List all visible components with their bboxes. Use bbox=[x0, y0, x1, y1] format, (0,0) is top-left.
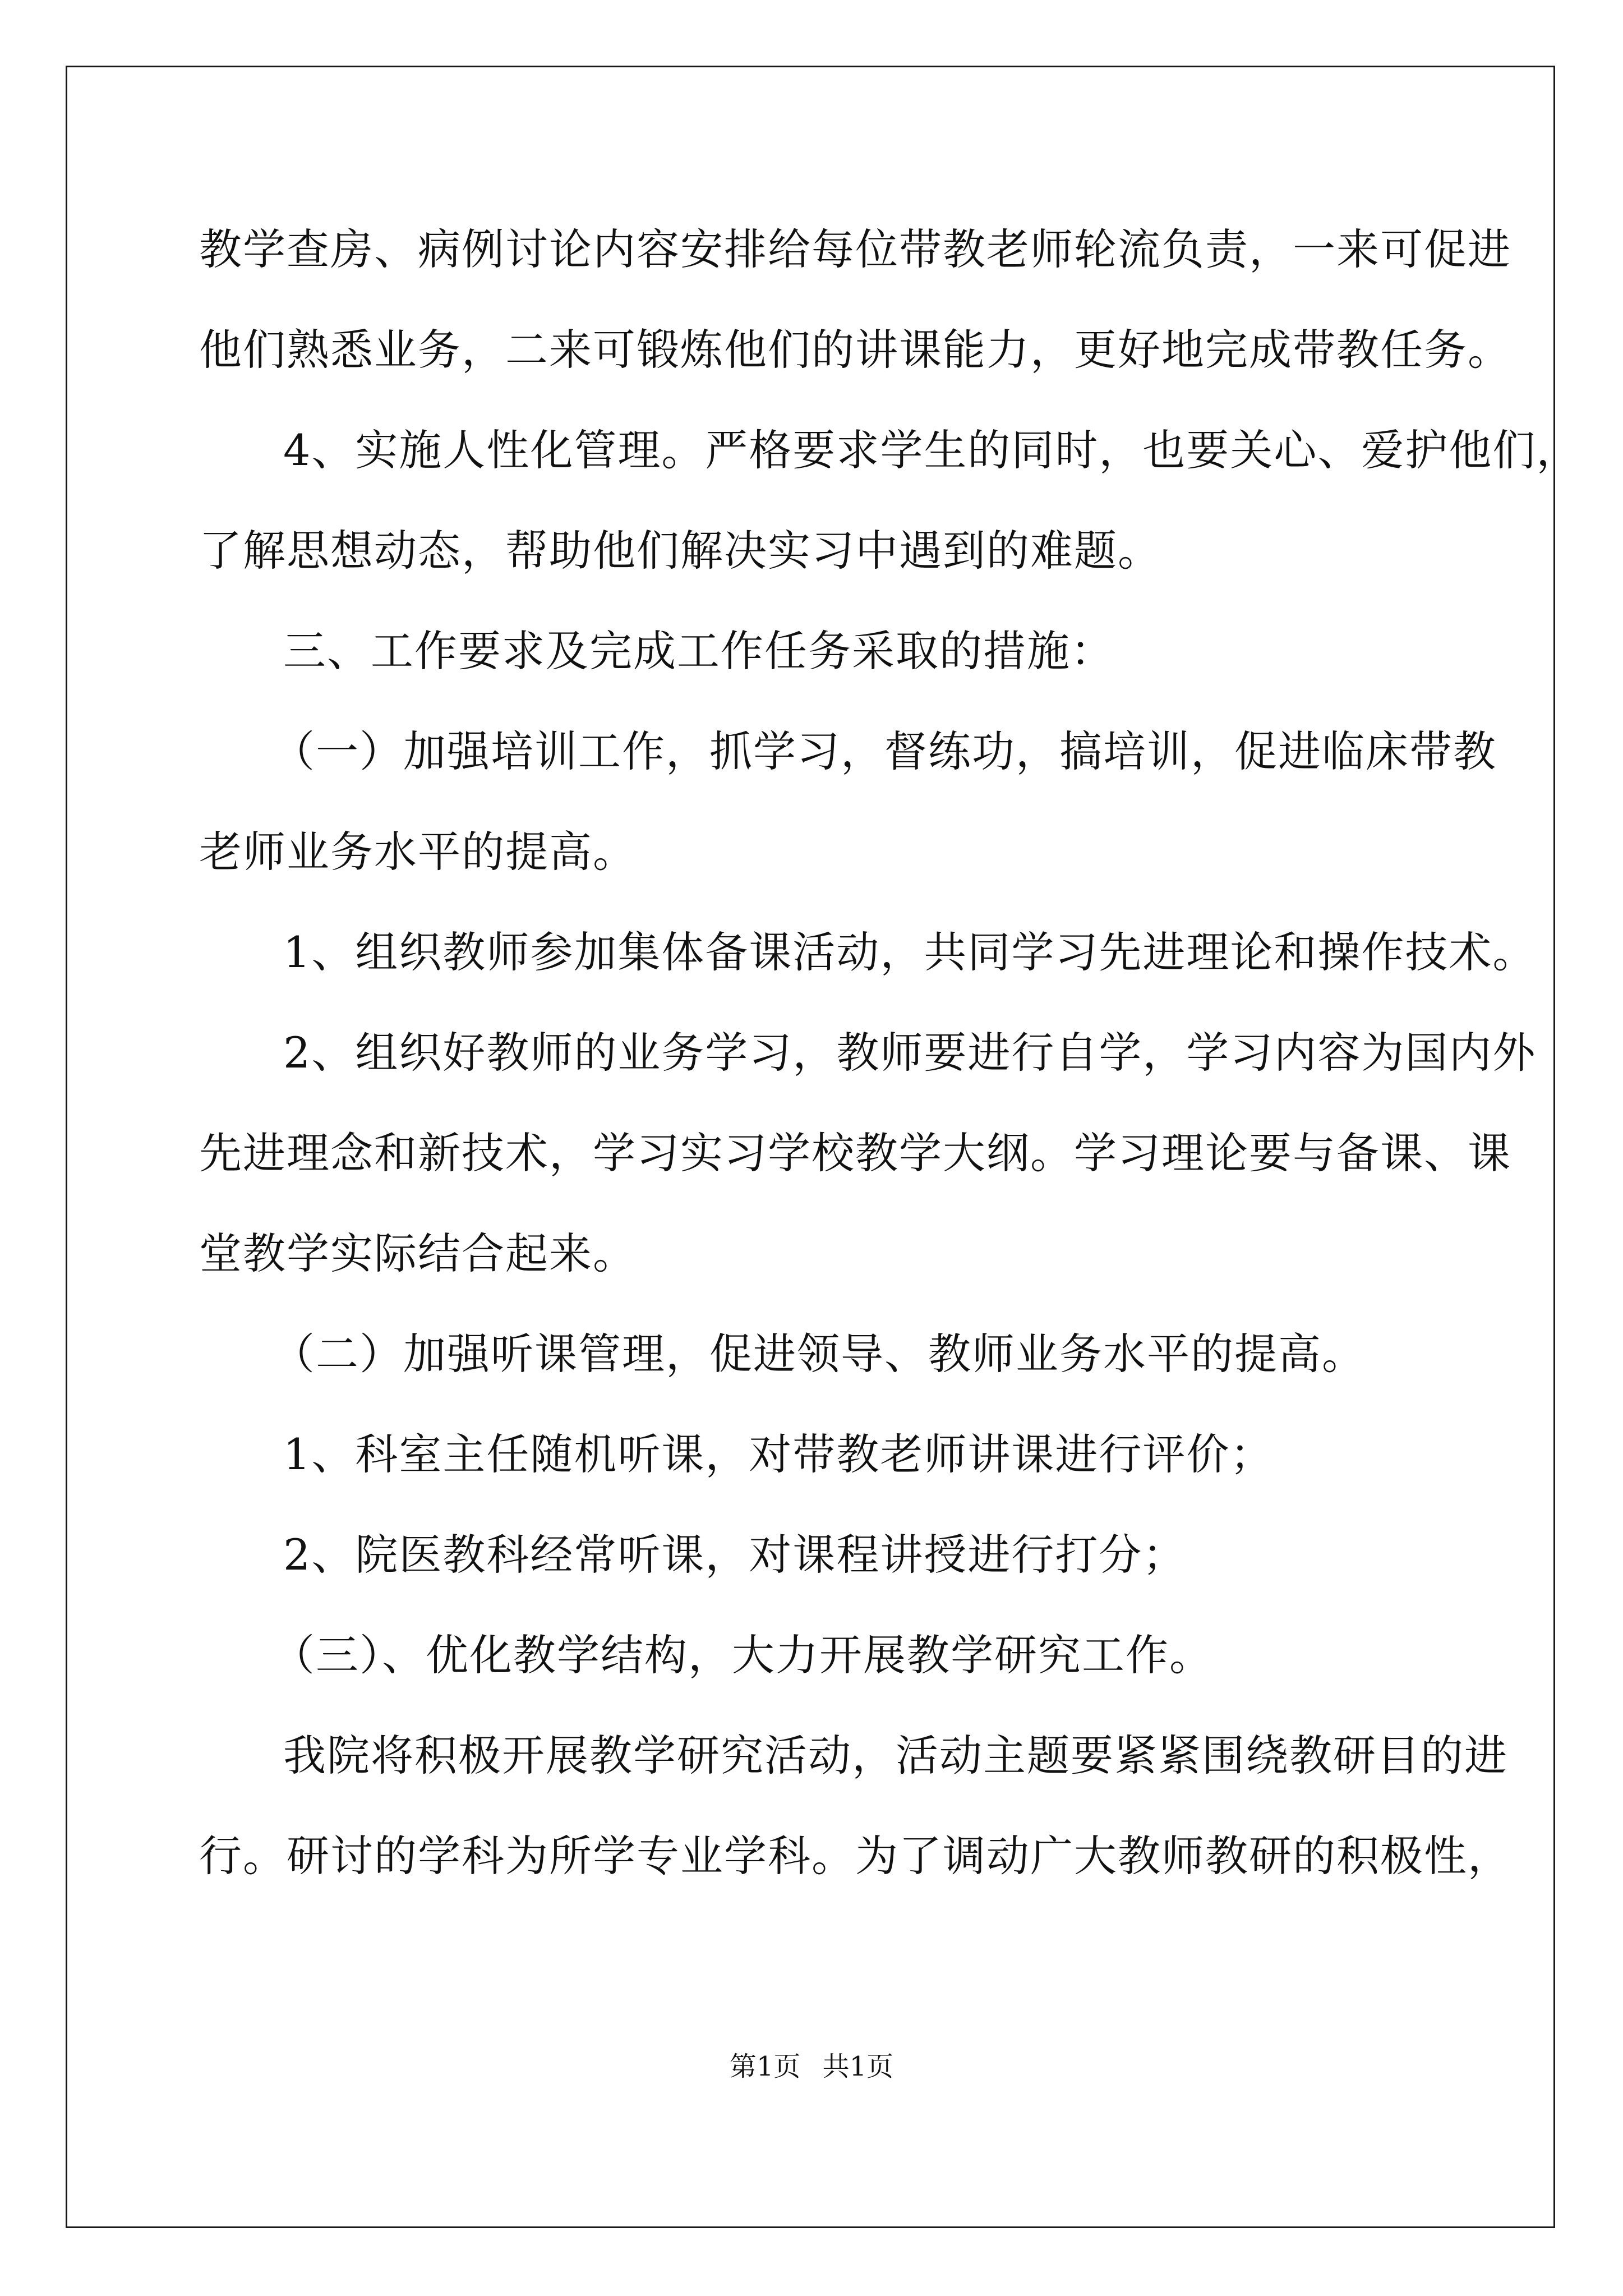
document-body bbox=[199, 222, 1580, 1929]
body-line: 行。研讨的学科为所学专业学科。为了调动广大教师教研的积极性， bbox=[199, 1831, 1511, 1881]
body-line: 他们熟悉业务，二来可锻炼他们的讲课能力，更好地完成带教任务。 bbox=[199, 325, 1511, 375]
body-line: 1、组织教师参加集体备课活动，共同学习先进理论和操作技术。 bbox=[283, 927, 1537, 977]
page-footer bbox=[0, 2045, 1623, 2083]
body-line: 教学查房、病例讨论内容安排给每位带教老师轮流负责，一来可促进 bbox=[199, 224, 1511, 274]
subsection-heading: （一）加强培训工作，抓学习，督练功，搞培训，促进临床带教 bbox=[272, 726, 1497, 776]
subsection-heading: （三）、优化教学结构，大力开展教学研究工作。 bbox=[272, 1630, 1213, 1680]
body-line: 堂教学实际结合起来。 bbox=[199, 1228, 637, 1278]
page-total: 共1页 bbox=[822, 2051, 894, 2082]
body-line: 了解思想动态，帮助他们解决实习中遇到的难题。 bbox=[199, 526, 1161, 576]
body-line: 1、科室主任随机听课，对带教老师讲课进行评价； bbox=[283, 1429, 1274, 1479]
body-line: 先进理念和新技术，学习实习学校教学大纲。学习理论要与备课、课 bbox=[199, 1128, 1511, 1178]
body-line: 2、组织好教师的业务学习，教师要进行自学，学习内容为国内外 bbox=[283, 1028, 1537, 1078]
body-line: 4、实施人性化管理。严格要求学生的同时，也要关心、爱护他们， bbox=[283, 425, 1580, 475]
page-current: 第1页 bbox=[729, 2051, 801, 2082]
body-line: 我院将积极开展教学研究活动，活动主题要紧紧围绕教研目的进 bbox=[283, 1731, 1508, 1780]
subsection-heading: （二）加强听课管理，促进领导、教师业务水平的提高。 bbox=[272, 1329, 1366, 1379]
body-line: 2、院医教科经常听课，对课程讲授进行打分； bbox=[283, 1530, 1187, 1580]
section-heading: 三、工作要求及完成工作任务采取的措施： bbox=[283, 626, 1114, 676]
body-line: 老师业务水平的提高。 bbox=[199, 827, 637, 877]
